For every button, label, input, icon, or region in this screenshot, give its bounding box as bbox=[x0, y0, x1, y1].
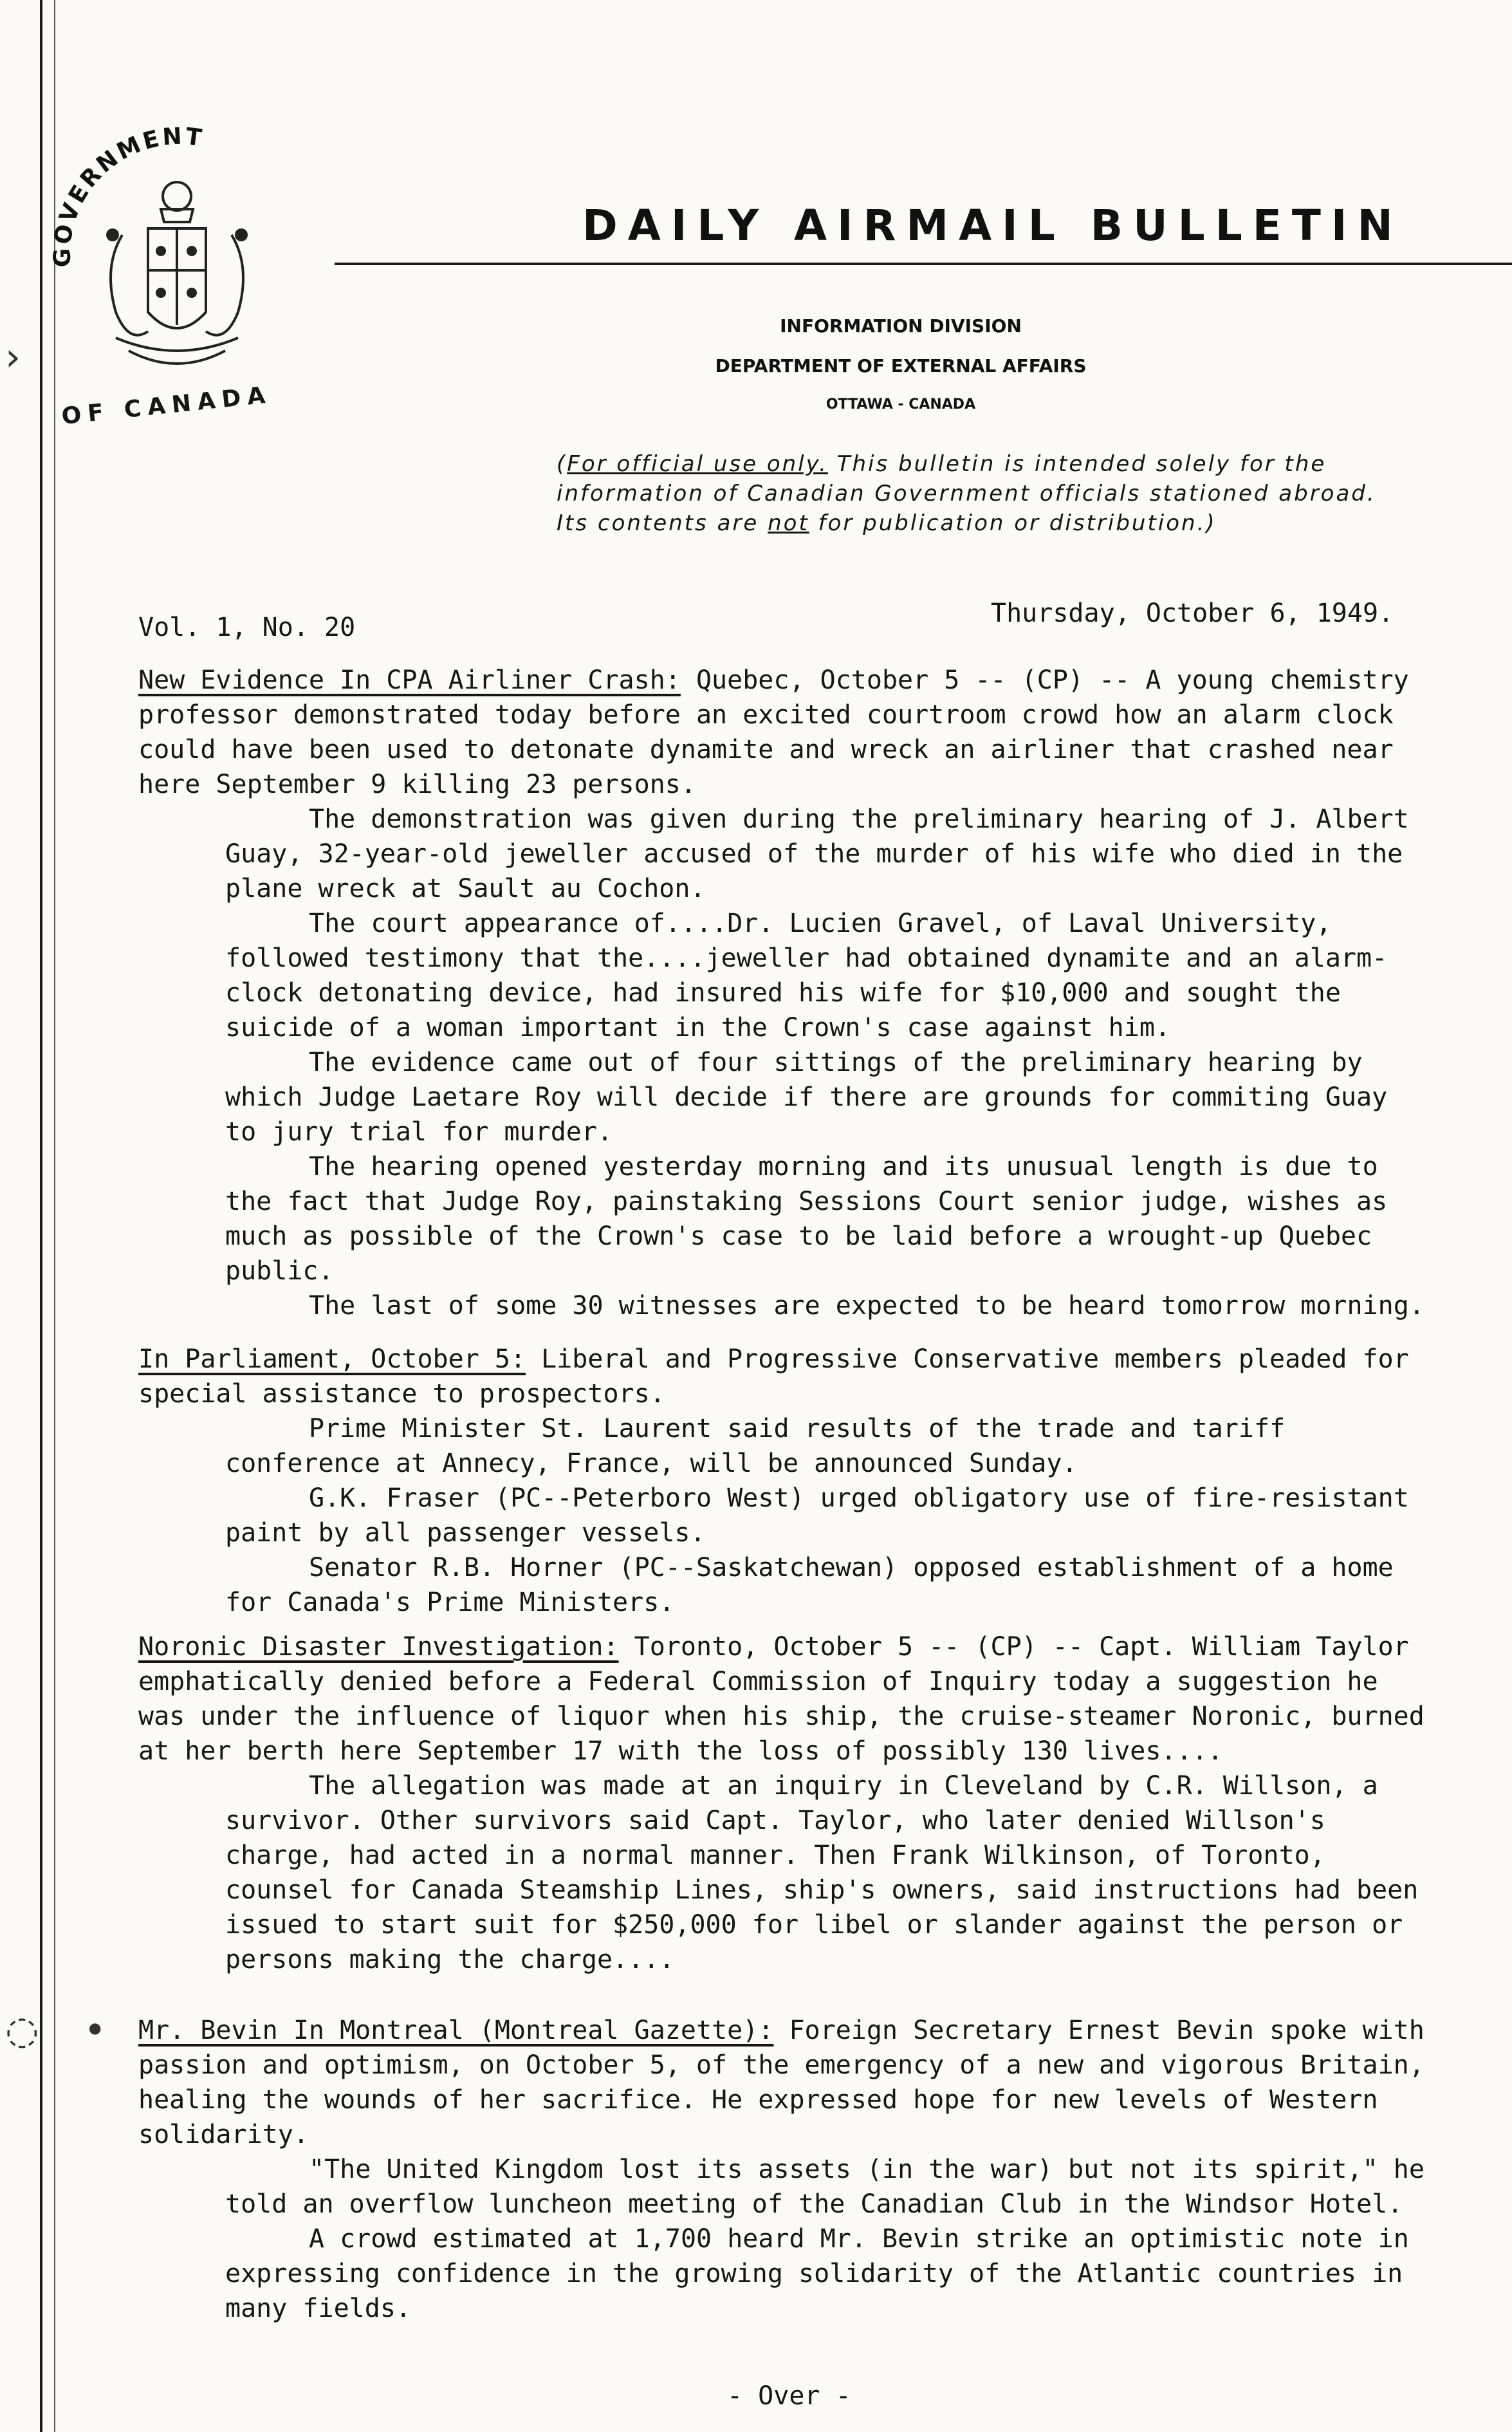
article-paragraph: The hearing opened yesterday morning and its unusual length is due to the fact that Judge Roy, painstaking Sessions Court senior judge, wishes as much as possible of the Crown's case to be laid before a wrought-up Quebec public. bbox=[225, 1152, 1388, 1286]
binding-hole-icon: ◌ bbox=[5, 2008, 39, 2053]
notice-open: ( bbox=[557, 451, 567, 477]
notice-not: not bbox=[768, 510, 809, 536]
binding-mark-icon: › bbox=[5, 335, 21, 380]
article-paragraph: The last of some 30 witnesses are expected to be heard tomorrow morning. bbox=[309, 1291, 1424, 1321]
article-paragraph: The evidence came out of four sittings of the preliminary hearing by which Judge Laetare Roy will decide if there are grounds for commiting Guay to jury trial for murder. bbox=[225, 1048, 1388, 1147]
header-rule bbox=[335, 263, 1512, 265]
article-heading: In Parliament, October 5: bbox=[138, 1344, 526, 1374]
article-paragraph: The demonstration was given during the preliminary hearing of J. Albert Guay, 32-year-old jeweller accused of the murder of his wife who died in the plane wreck at Sault au Cochon. bbox=[225, 804, 1409, 904]
seal-text-top: GOVERNMENT bbox=[51, 123, 206, 268]
article-lead: Foreign Secretary Ernest Bevin spoke with passion and optimism, on October 5, of the emergency of a new and vigorous Britain, healing the wounds of her sacrifice. He expressed hope for new levels of Western solidarity. bbox=[138, 2016, 1424, 2149]
article-heading: Mr. Bevin In Montreal (Montreal Gazette): bbox=[138, 2016, 774, 2045]
left-margin-rule bbox=[40, 0, 42, 2432]
article-paragraph: G.K. Fraser (PC--Peterboro West) urged obligatory use of fire-resistant paint by all passenger vessels. bbox=[225, 1483, 1409, 1548]
article-heading: Noronic Disaster Investigation: bbox=[138, 1632, 619, 1662]
seal-text-bottom: OF CANADA bbox=[60, 381, 273, 431]
bulletin-title: DAILY AIRMAIL BULLETIN bbox=[582, 201, 1403, 250]
notice-official-use: For official use only. bbox=[567, 451, 828, 477]
government-seal bbox=[51, 119, 309, 441]
location-label: OTTAWA - CANADA bbox=[825, 396, 976, 413]
volume-number: Vol. 1, No. 20 bbox=[138, 613, 356, 642]
article-noronic bbox=[138, 1629, 1425, 1977]
article-paragraph: Senator R.B. Horner (PC--Saskatchewan) opposed establishment of a home for Canada's Prime Ministers. bbox=[225, 1553, 1394, 1617]
article-paragraph: Prime Minister St. Laurent said results of the trade and tariff conference at Annecy, France, will be announced Sunday. bbox=[225, 1414, 1286, 1478]
notice-text-2: for publication or distribution.) bbox=[809, 510, 1217, 536]
article-paragraph: The allegation was made at an inquiry in Cleveland by C.R. Willson, a survivor. Other survivors said Capt. Taylor, who later denied Willson's charge, had acted in a normal manner. Then Frank Wilkinson, of Toronto, counsel for Canada Steamship Lines, ship's owners, said instructions had been issued to start suit for $250,000 for libel or slander against the person or persons making the charge.... bbox=[225, 1771, 1419, 1974]
department-label: DEPARTMENT OF EXTERNAL AFFAIRS bbox=[715, 355, 1087, 376]
article-paragraph: The court appearance of....Dr. Lucien Gravel, of Laval University, followed testimony that the....jeweller had obtained dynamite and an alarm-clock detonating device, had insured his wife for $10,000 and sought the suicide of a woman important in the Crown's case against him. bbox=[225, 909, 1388, 1043]
article-paragraph: "The United Kingdom lost its assets (in the war) but not its spirit," he told an overflow luncheon meeting of the Canadian Club in the Windsor Hotel. bbox=[225, 2155, 1424, 2219]
bullet-mark-icon: • bbox=[84, 2008, 107, 2053]
article-heading: New Evidence In CPA Airliner Crash: bbox=[138, 665, 681, 695]
article-cpa-crash bbox=[138, 663, 1425, 1323]
article-bevin bbox=[138, 2013, 1425, 2326]
article-parliament bbox=[138, 1342, 1425, 1620]
division-label: INFORMATION DIVISION bbox=[780, 315, 1022, 337]
page-footer: - Over - bbox=[727, 2381, 851, 2411]
notice-text-1: This bulletin is intended solely for the information of Canadian Government officials stationed abroad. Its contents are bbox=[557, 451, 1376, 536]
article-paragraph: A crowd estimated at 1,700 heard Mr. Bevin strike an optimistic note in expressing confidence in the growing solidarity of the Atlantic countries in many fields. bbox=[225, 2224, 1409, 2323]
article-lead: Quebec, October 5 -- (CP) -- A young chemistry professor demonstrated today before an excited courtroom crowd how an alarm clock could have been used to detonate dynamite and wreck an airliner that crashed near here September 9 killing 23 persons. bbox=[138, 665, 1409, 799]
bulletin-date: Thursday, October 6, 1949. bbox=[991, 599, 1394, 628]
distribution-notice bbox=[557, 449, 1380, 538]
article-lead: Toronto, October 5 -- (CP) -- Capt. William Taylor emphatically denied before a Federal Commission of Inquiry today a suggestion he was under the influence of liquor when his ship, the cruise-steamer Noronic, burned at her berth here September 17 with the loss of possibly 130 lives.... bbox=[138, 1632, 1424, 1766]
article-lead: Liberal and Progressive Conservative members pleaded for special assistance to prospectors. bbox=[138, 1344, 1409, 1409]
